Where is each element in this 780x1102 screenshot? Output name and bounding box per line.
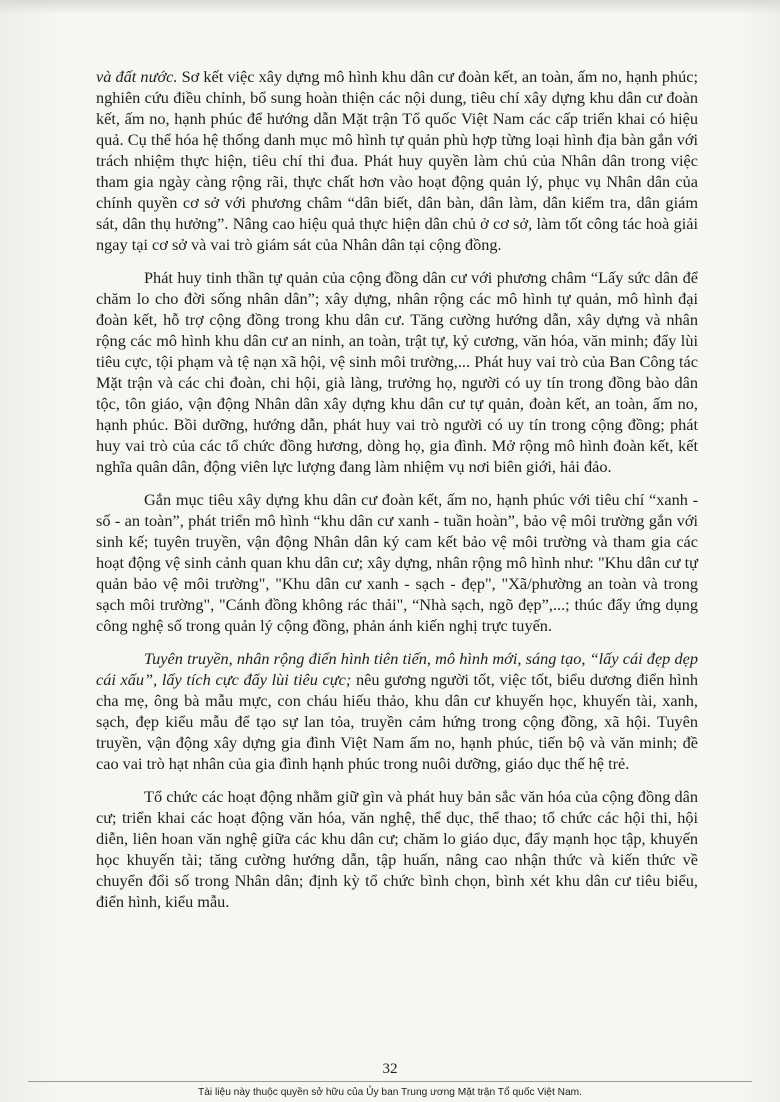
footer-ownership-note: Tài liệu này thuộc quyền sở hữu của Ủy ban Trung ương Mặt trận Tổ quốc Việt Nam. xyxy=(198,1087,582,1098)
paragraph-3-text: Gắn mục tiêu xây dựng khu dân cư đoàn kết, ấm no, hạnh phúc với tiêu chí “xanh - số - an toàn”, phát triển mô hình “khu dân cư xanh - tuần hoàn”, bảo vệ môi trường gắn với sinh kế; tuyên truyền, vận động Nhân dân ký cam kết bảo vệ môi trường và tham gia các hoạt động vệ sinh cảnh quan khu dân cư; xây dựng, nhân rộng mô hình như: "Khu dân cư tự quản bảo vệ môi trường", "Khu dân cư xanh - sạch - đẹp", "Xã/phường an toàn và trong sạch môi trường", "Cánh đồng không rác thải", “Nhà sạch, ngõ đẹp”,...; thúc đẩy ứng dụng công nghệ số trong quản lý cộng đồng, phản ánh kiến nghị trực tuyến. xyxy=(96,490,698,635)
paragraph-2 xyxy=(96,267,698,477)
paragraph-1-italic-lead: và đất nước. xyxy=(96,67,178,86)
paragraph-2-text: Phát huy tinh thần tự quản của cộng đồng dân cư với phương châm “Lấy sức dân để chăm lo cho đời sống nhân dân”; xây dựng, nhân rộng các mô hình tự quản, mô hình đại đoàn kết, hỗ trợ cộng đồng trong khu dân cư. Tăng cường hướng dẫn, xây dựng và nhân rộng các mô hình khu dân cư an ninh, an toàn, trật tự, kỷ cương, văn hóa, văn minh; đẩy lùi tiêu cực, tội phạm và tệ nạn xã hội, vệ sinh môi trường,... Phát huy vai trò của Ban Công tác Mặt trận và các chi đoàn, chi hội, già làng, trưởng họ, người có uy tín trong đồng bào dân tộc, tôn giáo, vận động Nhân dân xây dựng khu dân cư tự quản, đoàn kết, an toàn, ấm no, hạnh phúc. Bồi dưỡng, hướng dẫn, phát huy vai trò người có uy tín trong cộng đồng; phát huy vai trò của các tổ chức đồng hương, dòng họ, gia đình. Mở rộng mô hình đoàn kết, kết nghĩa quân dân, động viên lực lượng đang làm nhiệm vụ nơi biên giới, hải đảo. xyxy=(96,268,698,476)
page-number: 32 xyxy=(382,1061,398,1077)
paragraph-5 xyxy=(96,786,698,912)
body-text xyxy=(96,66,698,924)
paragraph-5-text: Tổ chức các hoạt động nhằm giữ gìn và phát huy bản sắc văn hóa của cộng đồng dân cư; triển khai các hoạt động văn hóa, văn nghệ, thể dục, thể thao; tổ chức các hội thi, hội diễn, liên hoan văn nghệ giữa các khu dân cư; chăm lo giáo dục, đẩy mạnh học tập, khuyến học khuyến tài; tăng cường hướng dẫn, tập huấn, nâng cao nhận thức và kiến thức về chuyển đổi số trong Nhân dân; định kỳ tổ chức bình chọn, bình xét khu dân cư tiêu biểu, điển hình, kiểu mẫu. xyxy=(96,787,698,911)
paragraph-3 xyxy=(96,489,698,636)
paragraph-4 xyxy=(96,648,698,774)
paragraph-4-text: nêu gương người tốt, việc tốt, biểu dương điển hình cha mẹ, ông bà mẫu mực, con cháu hiếu thảo, khu dân cư khuyến học, khuyến tài, xanh, sạch, đẹp kiểu mẫu để tạo sự lan tỏa, truyền cảm hứng trong cộng đồng, xã hội. Tuyên truyền, vận động xây dựng gia đình Việt Nam ấm no, hạnh phúc, tiến bộ và văn minh; đề cao vai trò hạt nhân của gia đình hạnh phúc trong nuôi dưỡng, giáo dục thế hệ trẻ. xyxy=(96,670,698,773)
scan-top-edge xyxy=(0,0,780,14)
footer-divider xyxy=(28,1081,752,1082)
paragraph-1 xyxy=(96,66,698,255)
paragraph-1-text: Sơ kết việc xây dựng mô hình khu dân cư đoàn kết, an toàn, ấm no, hạnh phúc; nghiên cứu điều chỉnh, bổ sung hoàn thiện các nội dung, tiêu chí xây dựng khu dân cư đoàn kết, ấm no, hạnh phúc để hướng dẫn Mặt trận Tổ quốc Việt Nam các cấp triển khai có hiệu quả. Cụ thể hóa hệ thống danh mục mô hình tự quản phù hợp từng loại hình địa bàn gắn với trách nhiệm thực hiện, tiêu chí thi đua. Phát huy quyền làm chủ của Nhân dân trong việc tham gia ngày càng rộng rãi, thực chất hơn vào hoạt động quản lý, phục vụ Nhân dân của chính quyền cơ sở với phương châm “dân biết, dân bàn, dân làm, dân kiểm tra, dân giám sát, dân thụ hưởng”. Nâng cao hiệu quả thực hiện dân chủ ở cơ sở, làm tốt công tác hoà giải ngay tại cơ sở và vai trò giám sát của Nhân dân tại cộng đồng. xyxy=(96,67,698,254)
paragraph-4-italic-lead: Tuyên truyền, nhân rộng điển hình tiên tiến, mô hình mới, sáng tạo, “lấy cái đẹp dẹp cái xấu”, lấy tích cực đẩy lùi tiêu cực; xyxy=(96,649,698,689)
